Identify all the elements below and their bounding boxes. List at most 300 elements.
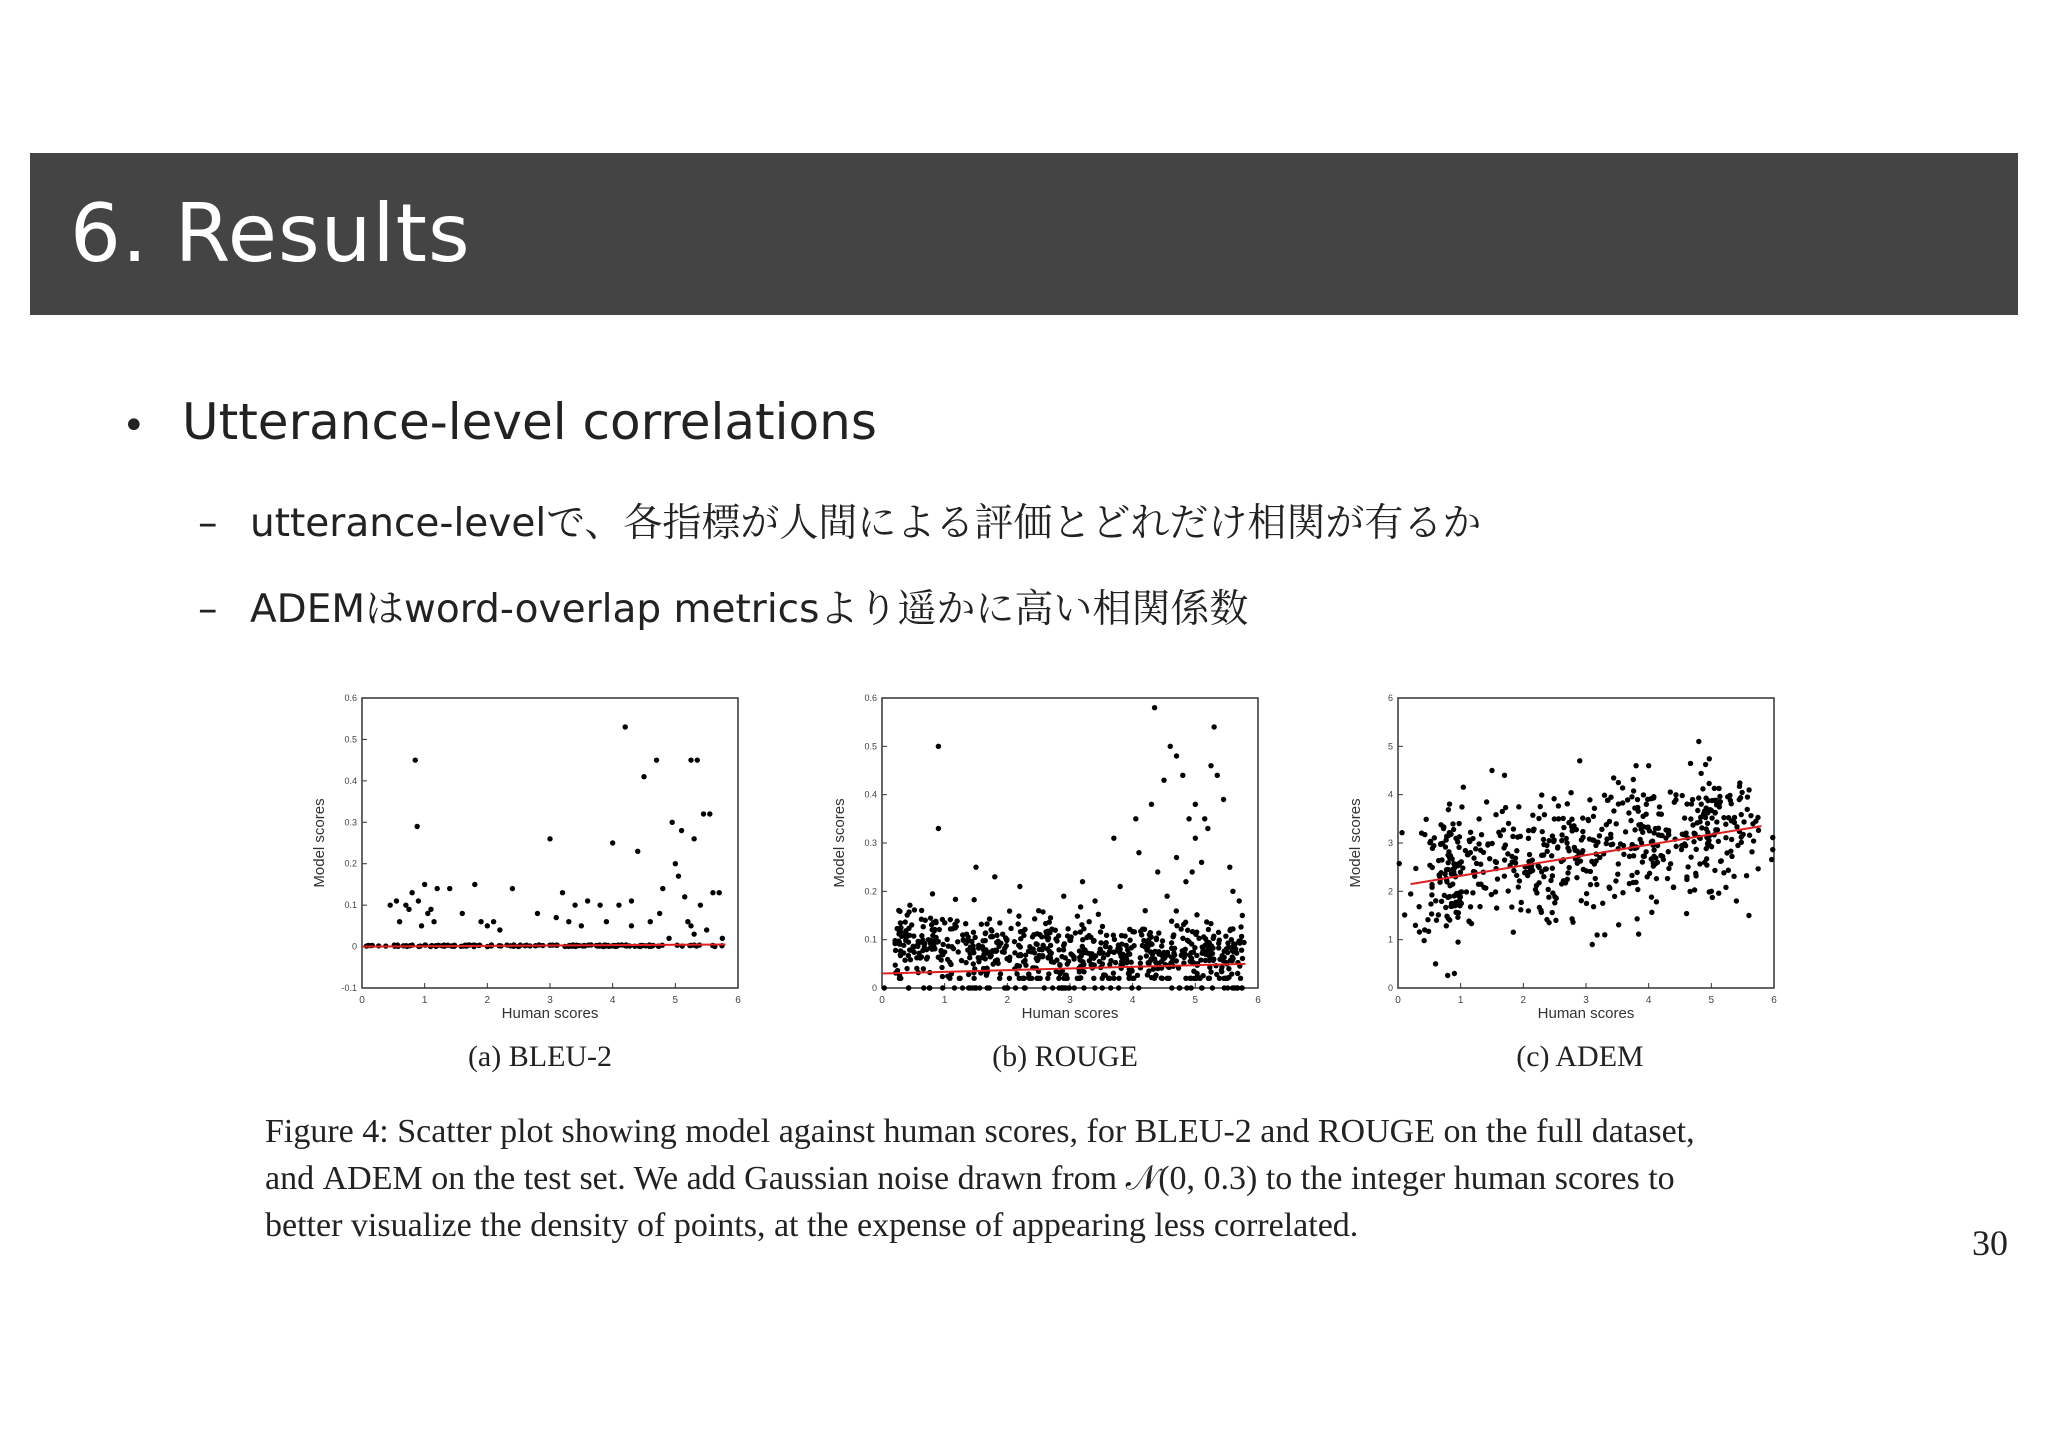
data-point bbox=[1066, 985, 1071, 990]
data-point bbox=[1156, 951, 1161, 956]
data-point bbox=[1626, 810, 1631, 815]
data-point bbox=[1002, 949, 1007, 954]
data-point bbox=[1036, 908, 1041, 913]
data-point bbox=[1016, 913, 1021, 918]
data-point bbox=[938, 948, 943, 953]
data-point bbox=[1439, 857, 1444, 862]
data-point bbox=[1030, 946, 1035, 951]
data-point bbox=[973, 864, 978, 869]
data-point bbox=[1450, 867, 1455, 872]
data-point bbox=[413, 757, 418, 762]
data-point bbox=[1668, 861, 1673, 866]
dash-glyph: – bbox=[198, 501, 218, 546]
data-point bbox=[1439, 899, 1444, 904]
data-point bbox=[1631, 788, 1636, 793]
slide-title: 6. Results bbox=[70, 187, 471, 280]
data-point bbox=[720, 936, 725, 941]
data-point bbox=[698, 902, 703, 907]
data-point bbox=[1207, 976, 1212, 981]
data-point bbox=[1550, 873, 1555, 878]
data-point bbox=[695, 757, 700, 762]
data-point bbox=[1659, 833, 1664, 838]
subcaption-a: (a) BLEU-2 bbox=[467, 1040, 613, 1073]
data-point bbox=[990, 934, 995, 939]
data-point bbox=[478, 919, 483, 924]
data-point bbox=[1545, 849, 1550, 854]
data-point bbox=[1519, 900, 1524, 905]
data-point bbox=[1049, 950, 1054, 955]
data-point bbox=[629, 898, 634, 903]
data-point bbox=[1712, 786, 1717, 791]
data-point bbox=[1223, 933, 1228, 938]
data-point bbox=[1084, 950, 1089, 955]
data-point bbox=[1577, 758, 1582, 763]
data-point bbox=[673, 861, 678, 866]
data-point bbox=[1100, 961, 1105, 966]
data-point bbox=[1018, 953, 1023, 958]
data-point bbox=[1704, 826, 1709, 831]
data-point bbox=[1713, 827, 1718, 832]
data-point bbox=[1073, 930, 1078, 935]
data-point bbox=[1526, 836, 1531, 841]
data-point bbox=[1216, 941, 1221, 946]
bullet-glyph: • bbox=[122, 402, 146, 449]
data-point bbox=[1210, 985, 1215, 990]
data-point bbox=[560, 890, 565, 895]
data-point bbox=[1013, 985, 1018, 990]
data-point bbox=[1614, 821, 1619, 826]
data-point bbox=[908, 947, 913, 952]
data-point bbox=[1149, 802, 1154, 807]
data-point bbox=[1464, 889, 1469, 894]
data-point bbox=[1746, 913, 1751, 918]
data-point bbox=[1572, 845, 1577, 850]
data-point bbox=[1756, 828, 1761, 833]
data-point bbox=[1542, 812, 1547, 817]
data-point bbox=[491, 919, 496, 924]
data-point bbox=[1478, 862, 1483, 867]
data-point bbox=[388, 902, 393, 907]
data-point bbox=[1485, 841, 1490, 846]
data-point bbox=[1739, 834, 1744, 839]
data-point bbox=[1568, 790, 1573, 795]
data-point bbox=[1206, 927, 1211, 932]
data-point bbox=[1600, 901, 1605, 906]
data-point bbox=[1138, 955, 1143, 960]
data-point bbox=[1529, 865, 1534, 870]
data-point bbox=[485, 923, 490, 928]
data-point bbox=[1701, 811, 1706, 816]
data-point bbox=[1593, 876, 1598, 881]
data-point bbox=[1671, 884, 1676, 889]
y-axis-label: Model scores bbox=[311, 798, 328, 888]
data-point bbox=[688, 757, 693, 762]
data-point bbox=[1136, 985, 1141, 990]
data-point bbox=[1148, 934, 1153, 939]
data-point bbox=[927, 985, 932, 990]
data-point bbox=[579, 923, 584, 928]
data-point bbox=[1552, 900, 1557, 905]
data-point bbox=[1193, 932, 1198, 937]
data-point bbox=[1716, 890, 1721, 895]
data-point bbox=[1555, 845, 1560, 850]
data-point bbox=[1428, 901, 1433, 906]
data-point bbox=[1429, 892, 1434, 897]
data-point bbox=[1122, 933, 1127, 938]
scatter-plot-2 bbox=[831, 693, 1261, 1022]
data-point bbox=[1620, 890, 1625, 895]
data-point bbox=[1697, 861, 1702, 866]
data-point bbox=[1640, 814, 1645, 819]
data-point bbox=[1706, 781, 1711, 786]
data-point bbox=[1071, 954, 1076, 959]
y-tick-label: 4 bbox=[1387, 789, 1393, 800]
data-point bbox=[654, 757, 659, 762]
data-point bbox=[666, 936, 671, 941]
sub-bullet-text: utterance-levelで、各指標が人間による評価とどれだけ相関が有るか bbox=[250, 501, 1482, 546]
data-point bbox=[707, 811, 712, 816]
data-point bbox=[1004, 943, 1009, 948]
data-point bbox=[660, 886, 665, 891]
data-point bbox=[1007, 976, 1012, 981]
data-point bbox=[1604, 841, 1609, 846]
data-point bbox=[1590, 942, 1595, 947]
data-point bbox=[1012, 950, 1017, 955]
data-point bbox=[1447, 801, 1452, 806]
data-point bbox=[944, 937, 949, 942]
data-point bbox=[921, 924, 926, 929]
data-point bbox=[460, 911, 465, 916]
data-point bbox=[897, 909, 902, 914]
data-point bbox=[1755, 815, 1760, 820]
data-point bbox=[1588, 869, 1593, 874]
data-point bbox=[1081, 969, 1086, 974]
data-point bbox=[1476, 816, 1481, 821]
data-point bbox=[963, 941, 968, 946]
data-point bbox=[1446, 860, 1451, 865]
data-point bbox=[1034, 942, 1039, 947]
data-point bbox=[915, 944, 920, 949]
data-point bbox=[1571, 823, 1576, 828]
data-point bbox=[1138, 960, 1143, 965]
subcaption-c: (c) ADEM bbox=[1516, 1040, 1644, 1073]
data-point bbox=[679, 828, 684, 833]
data-point bbox=[1050, 985, 1055, 990]
data-point bbox=[1751, 838, 1756, 843]
data-point bbox=[1608, 794, 1613, 799]
data-point bbox=[940, 985, 945, 990]
data-point bbox=[1174, 923, 1179, 928]
data-point bbox=[1709, 889, 1714, 894]
data-point bbox=[1061, 943, 1066, 948]
data-point bbox=[1478, 848, 1483, 853]
data-point bbox=[1644, 825, 1649, 830]
data-point bbox=[1064, 976, 1069, 981]
data-point bbox=[1237, 940, 1242, 945]
data-point bbox=[967, 951, 972, 956]
data-point bbox=[1174, 855, 1179, 860]
y-tick-label: 0.3 bbox=[344, 817, 357, 828]
data-point bbox=[1228, 927, 1233, 932]
data-point bbox=[1579, 898, 1584, 903]
data-point bbox=[1091, 976, 1096, 981]
data-point bbox=[1211, 724, 1216, 729]
data-point bbox=[1566, 848, 1571, 853]
data-point bbox=[1467, 839, 1472, 844]
data-point bbox=[1156, 930, 1161, 935]
data-point bbox=[1739, 790, 1744, 795]
data-point bbox=[691, 931, 696, 936]
data-point bbox=[1526, 828, 1531, 833]
data-point bbox=[1510, 834, 1515, 839]
data-point bbox=[1225, 950, 1230, 955]
data-point bbox=[1731, 874, 1736, 879]
data-point bbox=[1054, 957, 1059, 962]
data-point bbox=[1174, 908, 1179, 913]
data-point bbox=[904, 966, 909, 971]
data-point bbox=[979, 922, 984, 927]
data-point bbox=[1170, 959, 1175, 964]
dash-glyph: – bbox=[198, 587, 218, 632]
data-point bbox=[971, 961, 976, 966]
x-tick-label: 2 bbox=[1004, 995, 1011, 1006]
data-point bbox=[1221, 797, 1226, 802]
data-point bbox=[1100, 924, 1105, 929]
data-point bbox=[1660, 854, 1665, 859]
data-point bbox=[1616, 780, 1621, 785]
data-point bbox=[610, 840, 615, 845]
data-point bbox=[1493, 859, 1498, 864]
data-point bbox=[1160, 938, 1165, 943]
data-point bbox=[1548, 878, 1553, 883]
data-point bbox=[956, 949, 961, 954]
data-point bbox=[1184, 985, 1189, 990]
data-point bbox=[1587, 836, 1592, 841]
data-point bbox=[1057, 962, 1062, 967]
data-point bbox=[1621, 843, 1626, 848]
data-point bbox=[948, 926, 953, 931]
data-point bbox=[1509, 854, 1514, 859]
data-point bbox=[1154, 935, 1159, 940]
y-tick-label: 6 bbox=[1387, 693, 1393, 703]
data-point bbox=[945, 957, 950, 962]
data-point bbox=[1021, 933, 1026, 938]
data-point bbox=[1705, 821, 1710, 826]
data-point bbox=[1684, 911, 1689, 916]
data-point bbox=[1726, 868, 1731, 873]
data-point bbox=[1551, 796, 1556, 801]
data-point bbox=[1416, 904, 1421, 909]
data-point bbox=[1629, 794, 1634, 799]
data-point bbox=[1534, 883, 1539, 888]
data-point bbox=[963, 921, 968, 926]
data-point bbox=[1017, 884, 1022, 889]
data-point bbox=[1238, 924, 1243, 929]
data-point bbox=[1446, 833, 1451, 838]
data-point bbox=[963, 960, 968, 965]
data-point bbox=[1728, 798, 1733, 803]
data-point bbox=[648, 919, 653, 924]
data-point bbox=[1136, 850, 1141, 855]
data-point bbox=[1581, 867, 1586, 872]
data-point bbox=[691, 836, 696, 841]
data-point bbox=[1719, 858, 1724, 863]
x-axis-label: Human scores bbox=[1021, 1005, 1119, 1022]
data-point bbox=[930, 933, 935, 938]
data-point bbox=[1551, 837, 1556, 842]
data-point bbox=[1687, 889, 1692, 894]
data-point bbox=[1017, 963, 1022, 968]
data-point bbox=[898, 929, 903, 934]
x-tick-label: 3 bbox=[1583, 995, 1589, 1006]
data-point bbox=[1427, 840, 1432, 845]
data-point bbox=[1040, 954, 1045, 959]
data-point bbox=[1561, 825, 1566, 830]
y-tick-label: 0.2 bbox=[344, 858, 357, 869]
data-point bbox=[1456, 821, 1461, 826]
data-point bbox=[641, 774, 646, 779]
data-point bbox=[1208, 763, 1213, 768]
data-point bbox=[710, 890, 715, 895]
data-point bbox=[1048, 943, 1053, 948]
data-point bbox=[1092, 898, 1097, 903]
data-point bbox=[1117, 884, 1122, 889]
data-point bbox=[1501, 845, 1506, 850]
data-point bbox=[1451, 827, 1456, 832]
x-tick-label: 6 bbox=[1771, 995, 1777, 1006]
x-tick-label: 1 bbox=[941, 995, 948, 1006]
data-point bbox=[1461, 785, 1466, 790]
data-point bbox=[1021, 976, 1026, 981]
data-point bbox=[1443, 844, 1448, 849]
data-point bbox=[1445, 973, 1450, 978]
data-point bbox=[1222, 955, 1227, 960]
data-point bbox=[1654, 899, 1659, 904]
data-point bbox=[1111, 835, 1116, 840]
x-tick-label: 4 bbox=[1129, 995, 1136, 1006]
data-point bbox=[1088, 935, 1093, 940]
data-point bbox=[907, 933, 912, 938]
data-point bbox=[1068, 938, 1073, 943]
data-point bbox=[1729, 854, 1734, 859]
data-point bbox=[903, 938, 908, 943]
data-point bbox=[1103, 944, 1108, 949]
y-tick-label: 0 bbox=[1387, 983, 1393, 993]
y-tick-label: 0.4 bbox=[344, 775, 357, 786]
data-point bbox=[936, 826, 941, 831]
data-point bbox=[1042, 985, 1047, 990]
data-point bbox=[1649, 910, 1654, 915]
data-point bbox=[1587, 797, 1592, 802]
data-point bbox=[1602, 793, 1607, 798]
data-point bbox=[1239, 985, 1244, 990]
data-point bbox=[1540, 829, 1545, 834]
data-point bbox=[1699, 801, 1704, 806]
data-point bbox=[1012, 939, 1017, 944]
x-tick-label: 3 bbox=[547, 995, 553, 1006]
data-point bbox=[1086, 919, 1091, 924]
data-point bbox=[1456, 845, 1461, 850]
data-point bbox=[1199, 860, 1204, 865]
data-point bbox=[1199, 985, 1204, 990]
y-tick-label: 2 bbox=[1387, 886, 1393, 897]
data-point bbox=[971, 897, 976, 902]
data-point bbox=[1629, 873, 1634, 878]
data-point bbox=[1705, 798, 1710, 803]
data-point bbox=[1651, 794, 1656, 799]
data-point bbox=[1525, 873, 1530, 878]
data-point bbox=[1023, 952, 1028, 957]
sub-bullet-text: ADEMはword-overlap metricsより遥かに高い相関係数 bbox=[250, 587, 1249, 632]
data-point bbox=[1536, 816, 1541, 821]
data-point bbox=[1745, 807, 1750, 812]
data-point bbox=[940, 974, 945, 979]
data-point bbox=[1703, 762, 1708, 767]
data-point bbox=[1584, 891, 1589, 896]
data-point bbox=[1075, 913, 1080, 918]
data-point bbox=[1484, 799, 1489, 804]
data-point bbox=[1691, 839, 1696, 844]
data-point bbox=[1737, 797, 1742, 802]
data-point bbox=[1080, 959, 1085, 964]
data-point bbox=[1397, 861, 1402, 866]
data-point bbox=[1592, 806, 1597, 811]
data-point bbox=[1700, 786, 1705, 791]
data-point bbox=[1202, 816, 1207, 821]
data-point bbox=[1043, 929, 1048, 934]
x-tick-label: 5 bbox=[1192, 995, 1199, 1006]
data-point bbox=[1004, 938, 1009, 943]
data-point bbox=[1112, 937, 1117, 942]
data-point bbox=[916, 939, 921, 944]
data-point bbox=[919, 908, 924, 913]
data-point bbox=[1098, 940, 1103, 945]
data-point bbox=[923, 918, 928, 923]
data-point bbox=[925, 955, 930, 960]
data-point bbox=[1739, 812, 1744, 817]
data-point bbox=[1684, 877, 1689, 882]
data-point bbox=[1653, 861, 1658, 866]
data-point bbox=[1680, 831, 1685, 836]
scatter-plot-3 bbox=[1347, 693, 1777, 1022]
data-point bbox=[1451, 861, 1456, 866]
data-point bbox=[1004, 985, 1009, 990]
data-point bbox=[983, 956, 988, 961]
data-point bbox=[1723, 835, 1728, 840]
data-point bbox=[1452, 971, 1457, 976]
data-point bbox=[1479, 832, 1484, 837]
data-point bbox=[996, 940, 1001, 945]
data-point bbox=[1477, 904, 1482, 909]
data-point bbox=[1444, 914, 1449, 919]
data-point bbox=[682, 894, 687, 899]
data-point bbox=[976, 955, 981, 960]
data-point bbox=[1239, 934, 1244, 939]
data-point bbox=[964, 932, 969, 937]
data-point bbox=[1423, 817, 1428, 822]
y-tick-label: 3 bbox=[1387, 838, 1393, 848]
data-point bbox=[939, 965, 944, 970]
data-point bbox=[1044, 934, 1049, 939]
data-point bbox=[1143, 908, 1148, 913]
data-point bbox=[1178, 926, 1183, 931]
x-tick-label: 2 bbox=[1520, 995, 1527, 1006]
data-point bbox=[1444, 879, 1449, 884]
data-point bbox=[1125, 947, 1130, 952]
data-point bbox=[976, 943, 981, 948]
data-point bbox=[1645, 797, 1650, 802]
data-point bbox=[1226, 966, 1231, 971]
